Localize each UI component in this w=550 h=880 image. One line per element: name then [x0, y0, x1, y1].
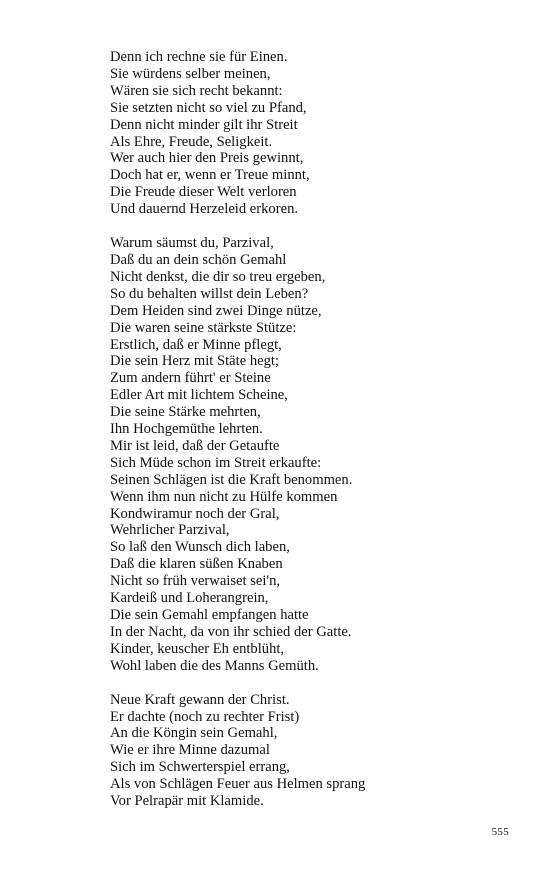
poem-line: In der Nacht, da von ihr schied der Gatte. [110, 623, 352, 640]
poem-line: Kinder, keuscher Eh entblüht, [110, 640, 285, 657]
poem-text [110, 49, 510, 810]
poem-line: Sie setzten nicht so viel zu Pfand, [110, 99, 307, 116]
poem-line: Erstlich, daß er Minne pflegt, [110, 336, 282, 353]
poem-line: So laß den Wunsch dich laben, [110, 539, 290, 556]
poem-line: Wer auch hier den Preis gewinnt, [110, 150, 304, 167]
poem-line: Neue Kraft gewann der Christ. [110, 691, 290, 708]
stanza [110, 49, 510, 218]
poem-line: Die waren seine stärkste Stütze: [110, 319, 297, 336]
poem-line: Kondwiramur noch der Gral, [110, 505, 280, 522]
poem-line: Wehrlicher Parzival, [110, 522, 230, 539]
poem-line: Als von Schlägen Feuer aus Helmen sprang [110, 776, 366, 793]
poem-line: Edler Art mit lichtem Scheine, [110, 387, 288, 404]
poem-line: Er dachte (noch zu rechter Frist) [110, 708, 300, 725]
poem-line: Die Freude dieser Welt verloren [110, 184, 297, 201]
poem-line: Die sein Gemahl empfangen hatte [110, 607, 309, 623]
poem-line: Kardeiß und Loherangrein, [110, 590, 269, 607]
page-number: 555 [491, 826, 509, 838]
poem-line: Mir ist leid, daß der Getaufte [110, 437, 280, 454]
poem-line: Die sein Herz mit Stäte hegt; [110, 353, 279, 370]
poem-line: Vor Pelrapär mit Klamide. [110, 793, 264, 810]
poem-line: An die Köngin sein Gemahl, [110, 725, 278, 742]
poem-line: Nicht so früh verwaiset sei'n, [110, 573, 281, 590]
poem-line: Wohl laben die des Manns Gemüth. [110, 657, 319, 674]
poem-line: Seinen Schlägen ist die Kraft benommen. [110, 471, 353, 488]
poem-line: Sie würdens selber meinen, [110, 65, 271, 82]
stanza [110, 692, 510, 810]
poem-line: Wenn ihm nun nicht zu Hülfe kommen [110, 488, 338, 505]
poem-line: Doch hat er, wenn er Treue minnt, [110, 167, 310, 184]
poem-line: Dem Heiden sind zwei Dinge nütze, [110, 302, 322, 319]
poem-line: Sich im Schwerterspiel errang, [110, 759, 290, 776]
poem-line: Ihn Hochgemüthe lehrten. [110, 421, 263, 438]
poem-line: Zum andern führt' er Steine [110, 370, 271, 387]
poem-line: Wären sie sich recht bekannt: [110, 82, 283, 99]
poem-line: Warum säumst du, Parzival, [110, 235, 274, 252]
poem-line: Nicht denkst, die dir so treu ergeben, [110, 268, 326, 285]
stanza [110, 235, 510, 675]
poem-line: Und dauernd Herzeleid erkoren. [110, 201, 299, 218]
poem-line: Wie er ihre Minne dazumal [110, 742, 270, 759]
poem-line: Denn nicht minder gilt ihr Streit [110, 116, 298, 133]
poem-line: Die seine Stärke mehrten, [110, 404, 261, 421]
poem-line: Sich Müde schon im Streit erkaufte: [110, 454, 322, 471]
poem-line: Daß du an dein schön Gemahl [110, 251, 287, 268]
poem-line: Denn ich rechne sie für Einen. [110, 49, 288, 65]
poem-line: Als Ehre, Freude, Seligkeit. [110, 133, 273, 150]
poem-line: So du behalten willst dein Leben? [110, 285, 309, 302]
poem-line: Daß die klaren süßen Knaben [110, 556, 283, 573]
